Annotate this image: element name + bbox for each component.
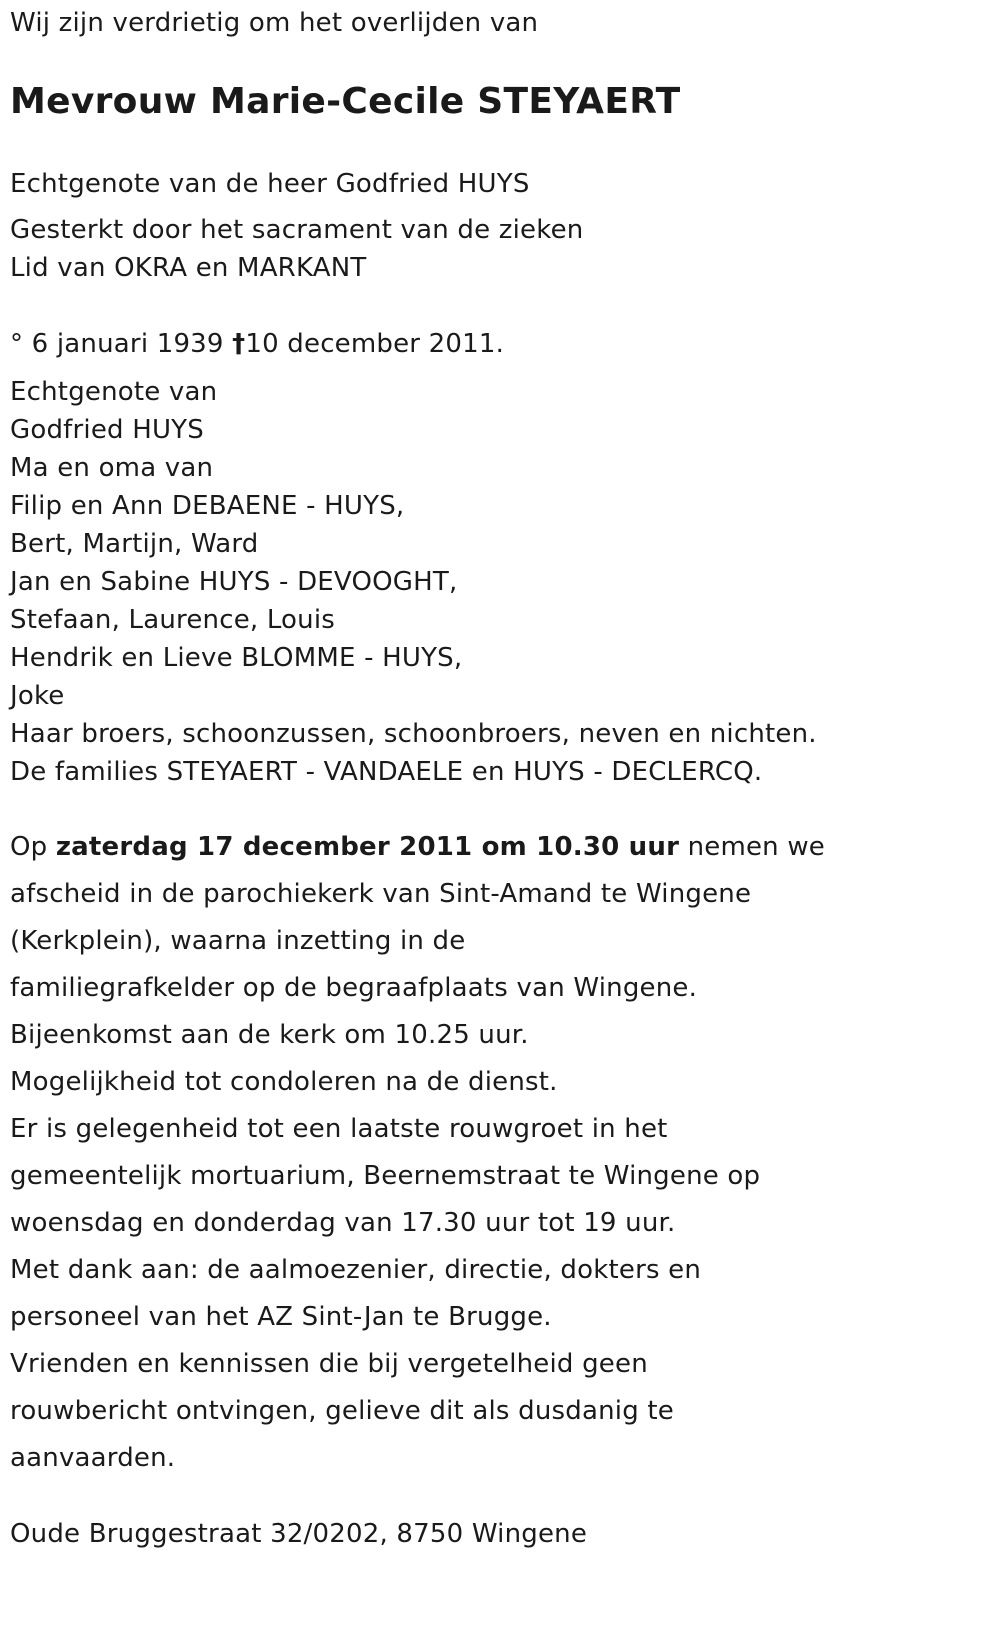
ceremony-line: Bijeenkomst aan de kerk om 10.25 uur.	[10, 1020, 529, 1050]
ceremony-line: Met dank aan: de aalmoezenier, directie, dokters en	[10, 1255, 702, 1285]
family-line: Echtgenote van	[10, 377, 218, 407]
family-line: Bert, Martijn, Ward	[10, 529, 259, 559]
ceremony-first-line	[10, 830, 825, 864]
spouse-line: Echtgenote van de heer Godfried HUYS	[10, 169, 530, 199]
ceremony-line: aanvaarden.	[10, 1443, 176, 1473]
ceremony-line: Vrienden en kennissen die bij vergetelheid geen	[10, 1349, 648, 1379]
family-line: Hendrik en Lieve BLOMME - HUYS,	[10, 643, 463, 673]
death-date: 10 december 2011.	[245, 329, 505, 359]
sacrament-line: Gesterkt door het sacrament van de zieken	[10, 215, 584, 245]
ceremony-line: woensdag en donderdag van 17.30 uur tot 19 uur.	[10, 1208, 676, 1238]
family-line: Jan en Sabine HUYS - DEVOOGHT,	[10, 567, 458, 597]
membership-line: Lid van OKRA en MARKANT	[10, 253, 367, 283]
deceased-name: Mevrouw Marie-Cecile STEYAERT	[10, 81, 681, 122]
ceremony-line: (Kerkplein), waarna inzetting in de	[10, 926, 466, 956]
ceremony-line: personeel van het AZ Sint-Jan te Brugge.	[10, 1302, 552, 1332]
ceremony-line: Er is gelegenheid tot een laatste rouwgroet in het	[10, 1114, 668, 1144]
address-line: Oude Bruggestraat 32/0202, 8750 Wingene	[10, 1519, 588, 1549]
ceremony-line: familiegrafkelder op de begraafplaats van Wingene.	[10, 973, 698, 1003]
family-line: De families STEYAERT - VANDAELE en HUYS - DECLERCQ.	[10, 757, 763, 787]
birth-date: 6 januari 1939	[31, 329, 224, 359]
family-line: Ma en oma van	[10, 453, 214, 483]
intro-text: Wij zijn verdrietig om het overlijden van	[10, 8, 539, 38]
life-dates	[10, 327, 504, 361]
ceremony-line: rouwbericht ontvingen, gelieve dit als dusdanig te	[10, 1396, 674, 1426]
ceremony-date: zaterdag 17 december 2011 om 10.30 uur	[55, 832, 680, 862]
ceremony-line: afscheid in de parochiekerk van Sint-Amand te Wingene	[10, 879, 752, 909]
birth-symbol: °	[10, 329, 24, 359]
ceremony-line: Mogelijkheid tot condoleren na de dienst.	[10, 1067, 558, 1097]
ceremony-line: gemeentelijk mortuarium, Beernemstraat te Wingene op	[10, 1161, 761, 1191]
ceremony-prefix: Op	[10, 832, 56, 862]
family-line: Godfried HUYS	[10, 415, 204, 445]
cross-icon: †	[232, 329, 246, 359]
family-line: Haar broers, schoonzussen, schoonbroers, neven en nichten.	[10, 719, 817, 749]
ceremony-suffix: nemen we	[679, 832, 825, 862]
family-line: Stefaan, Laurence, Louis	[10, 605, 336, 635]
family-line: Joke	[10, 681, 65, 711]
family-line: Filip en Ann DEBAENE - HUYS,	[10, 491, 405, 521]
